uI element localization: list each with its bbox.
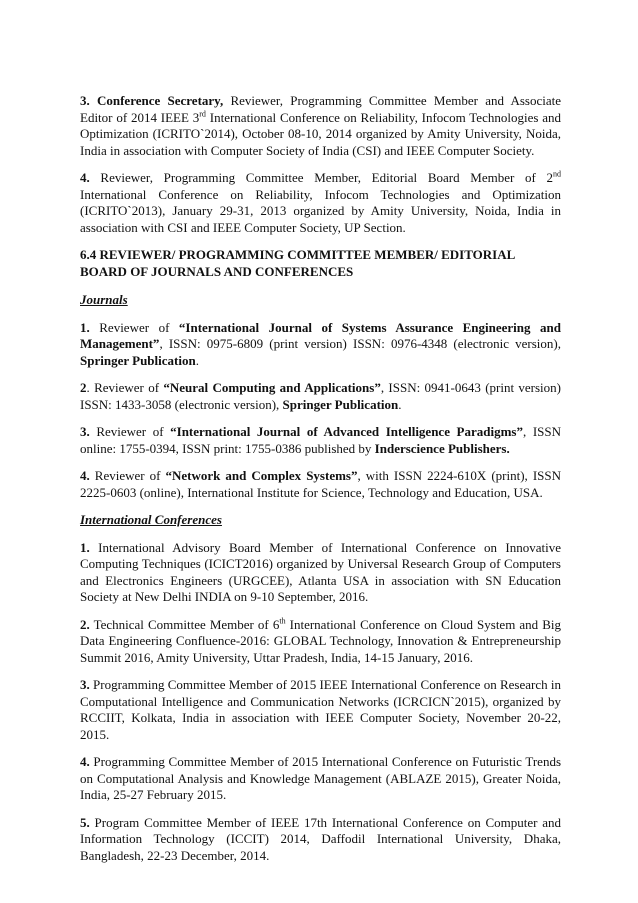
journal-name: “International Journal of Advanced Intelligence Paradigms” — [170, 424, 523, 439]
prior-item-3 — [80, 93, 561, 159]
item-number: 3. — [80, 93, 90, 108]
item-prefix: Reviewer of — [89, 319, 179, 335]
item-text: Reviewer, Programming Committee Member, Editorial Board Member of 2 — [89, 170, 553, 185]
journal-name: “Network and Complex Systems” — [165, 468, 358, 483]
item-details: , with ISSN 2224-610X (print), ISSN 2225-0603 (online), International Institute for Science, Technology and Education, USA. — [80, 468, 561, 500]
conferences-subheading: International Conferences — [80, 512, 222, 527]
journal-name: “Neural Computing and Applications” — [163, 380, 381, 395]
publisher-name: Inderscience Publishers. — [374, 440, 510, 456]
item-details: , ISSN: 0975-6809 (print version) ISSN: 0976-4348 (electronic version), — [159, 336, 561, 351]
item-text-continued: International Conference on Cloud System and Big Data Engineering Confluence-2016: GLOBAL Technology, Innovation & Entrepreneurship Summit 2016, Amity University, Uttar Pradesh, India, 14-15 January, 2016. — [80, 616, 561, 665]
item-number: 2 — [80, 380, 87, 395]
document-page — [80, 93, 561, 875]
item-text-continued: International Conference on Reliability, Infocom Technologies and Optimization (ICRITO`2014), October 08-10, 2014 organized by Amity University, Noida, India in association with Computer Society of India (CSI) and IEEE Computer Society. — [80, 109, 561, 158]
item-number: 5. — [80, 814, 90, 830]
item-prefix: Reviewer of — [89, 424, 171, 439]
item-bold-lead: Conference Secretary, — [96, 93, 224, 108]
item-text-continued: International Conference on Reliability, Infocom Technologies and Optimization (ICRITO`2013), January 29-31, 2013 organized by Amity University, Noida, India in association with CSI and IEEE Computer Society, UP Section. — [80, 186, 561, 235]
item-text: Reviewer, Programming Committee Member and Associate Editor of 2014 IEEE 3 — [80, 93, 562, 125]
item-prefix: . Reviewer of — [86, 380, 164, 395]
item-number: 4. — [80, 468, 90, 483]
item-text: Program Committee Member of IEEE 17th International Conference on Computer and Information Technology (ICCIT) 2014, Daffodil International University, Dhaka, Bangladesh, 22-23 December, 2014. — [80, 814, 561, 863]
journal-item-4 — [80, 468, 561, 501]
publisher-name: Springer Publication — [80, 352, 196, 368]
conference-item-3 — [80, 677, 561, 743]
item-details: , ISSN online: 1755-0394, ISSN print: 1755-0386 published by — [80, 424, 562, 456]
journal-item-2 — [80, 380, 561, 413]
journal-name: “International Journal of Systems Assurance Engineering and Management” — [80, 319, 561, 351]
conference-item-2 — [80, 617, 561, 667]
item-end: . — [195, 352, 199, 368]
conference-item-4 — [80, 754, 561, 804]
ordinal-suffix: th — [279, 616, 286, 626]
journal-item-1 — [80, 320, 561, 370]
section-heading: 6.4 REVIEWER/ PROGRAMMING COMMITTEE MEMBER/ EDITORIAL BOARD OF JOURNALS AND CONFERENCES — [80, 247, 515, 279]
prior-item-4 — [80, 170, 561, 236]
item-number: 2. — [80, 616, 90, 632]
conference-item-5 — [80, 815, 561, 865]
journals-subheading: Journals — [80, 292, 128, 307]
item-number: 1. — [80, 319, 90, 335]
ordinal-suffix: rd — [199, 109, 206, 119]
item-end: . — [398, 396, 402, 412]
item-number: 3. — [80, 677, 90, 692]
item-number: 4. — [80, 754, 90, 769]
journal-item-3 — [80, 424, 561, 457]
ordinal-suffix: nd — [553, 169, 561, 179]
item-number: 3. — [80, 424, 90, 439]
conference-item-1 — [80, 540, 561, 606]
item-text: Programming Committee Member of 2015 IEEE International Conference on Research in Computational Intelligence and Communication Networks (ICRCICN`2015), organized by RCCIIT, Kolkata, India in association with IEEE Computer Society, November 20-22, 2015. — [80, 677, 561, 742]
publisher-name: Springer Publication — [282, 396, 399, 412]
item-number: 1. — [80, 539, 90, 555]
item-prefix: Reviewer of — [89, 468, 166, 483]
item-details: , ISSN: 0941-0643 (print version) ISSN: 1433-3058 (electronic version), — [80, 380, 562, 412]
item-text: International Advisory Board Member of International Conference on Innovative Computing Techniques (ICICT2016) organized by Universal Research Group of Computers and Electronics Engineers (URGCEE), Atlanta USA in association with SN Education Society at New Delhi INDIA on 9-10 September, 2016. — [80, 539, 561, 604]
item-number: 4. — [80, 170, 90, 185]
item-text: Programming Committee Member of 2015 International Conference on Futuristic Trends on Computational Analysis and Knowledge Management (ABLAZE 2015), Greater Noida, India, 25-27 February 2015. — [80, 754, 561, 802]
item-text: Technical Committee Member of 6 — [89, 616, 280, 632]
